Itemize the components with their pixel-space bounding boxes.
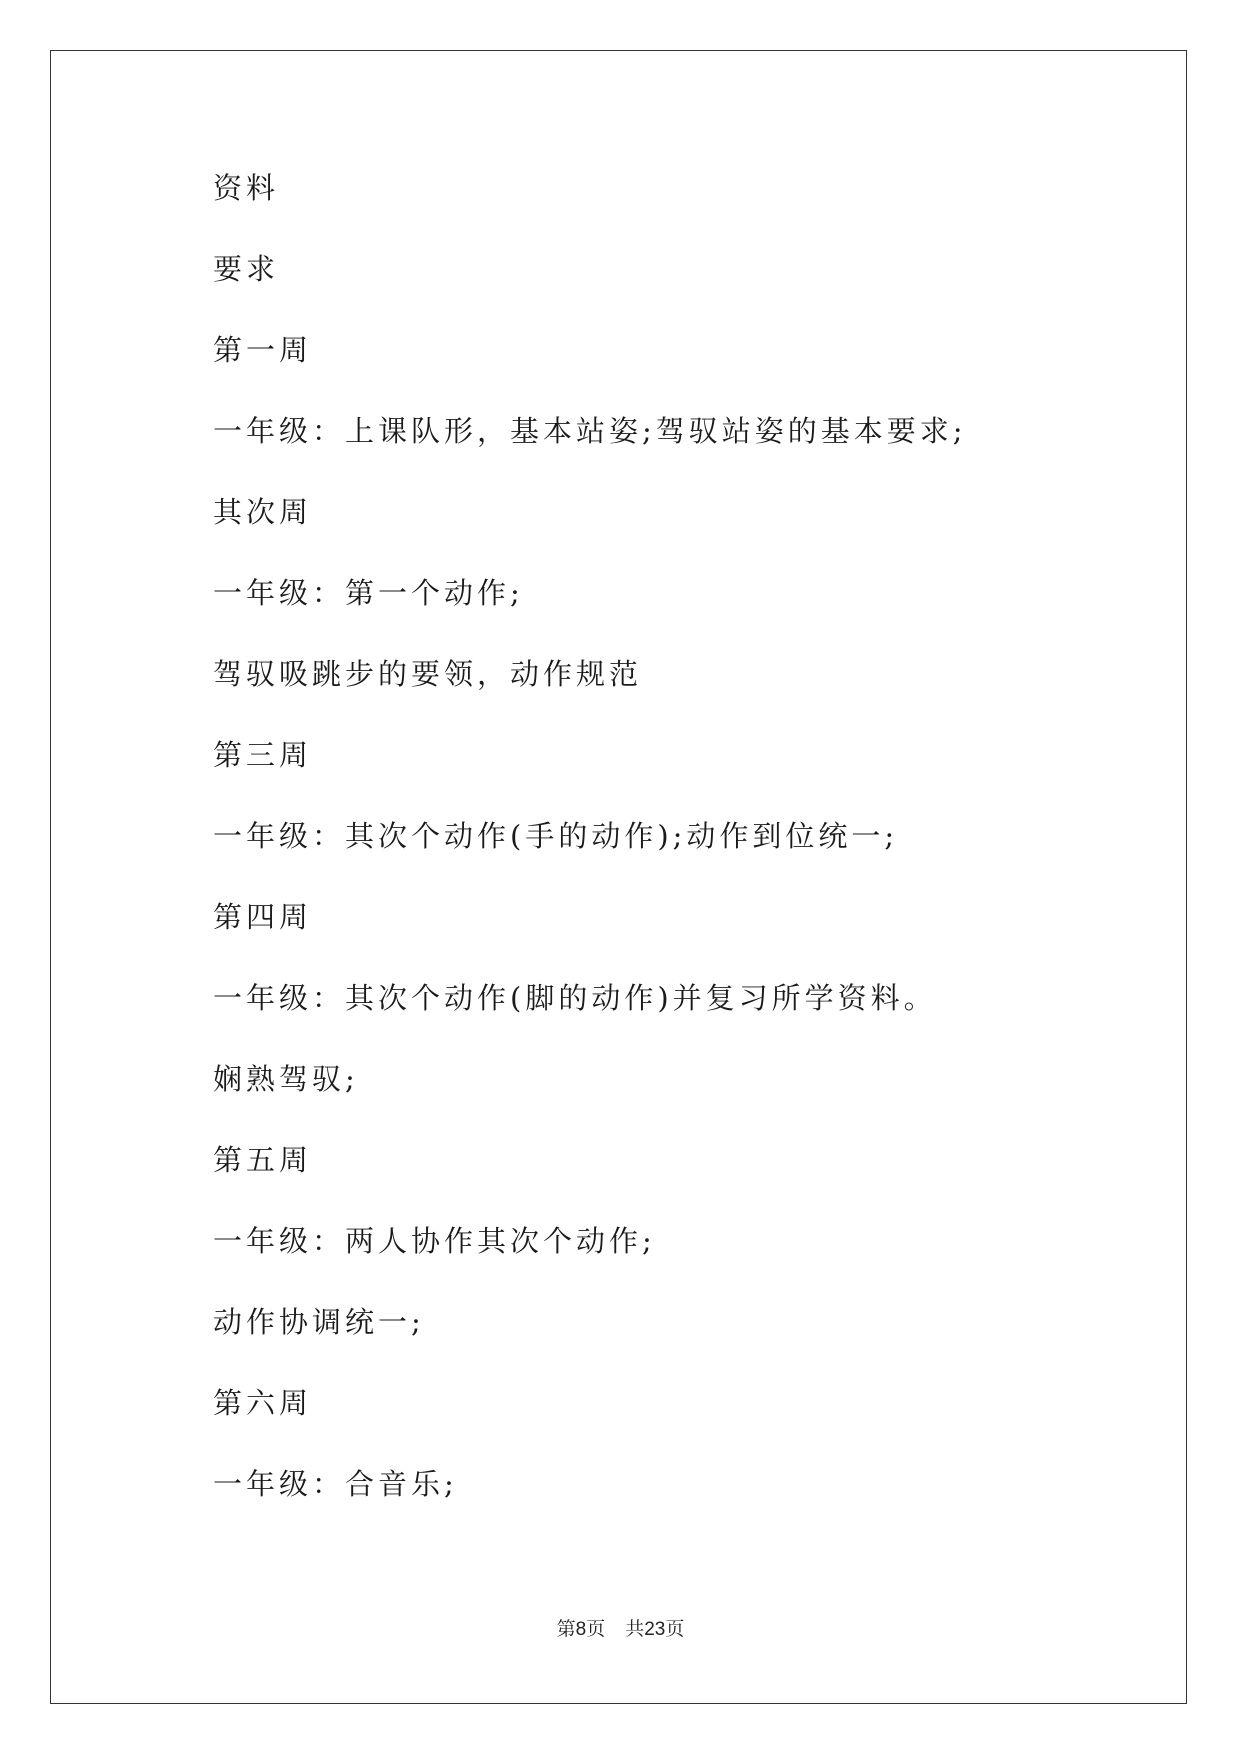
total-prefix: 共: [625, 1618, 645, 1640]
page-prefix: 第: [556, 1618, 576, 1640]
text-line: 资料: [213, 171, 280, 205]
text-line: 要求: [213, 252, 280, 286]
document-body: [213, 168, 1113, 1545]
text-line: 娴熟驾驭;: [213, 1062, 359, 1096]
page-suffix: 页: [586, 1618, 606, 1640]
week-heading: 第一周: [213, 333, 313, 367]
week-heading: 第四周: [213, 900, 313, 934]
week-heading: 第五周: [213, 1143, 313, 1177]
text-line: 一年级：其次个动作(脚的动作)并复习所学资料。: [213, 981, 937, 1015]
total-suffix: 页: [665, 1618, 685, 1640]
text-line: 一年级：合音乐;: [213, 1467, 458, 1501]
text-line: 一年级：两人协作其次个动作;: [213, 1224, 656, 1258]
text-line: 一年级：其次个动作(手的动作);动作到位统一;: [213, 819, 899, 853]
week-heading: 其次周: [213, 495, 313, 529]
page-footer: [0, 1616, 1241, 1643]
text-line: 一年级：第一个动作;: [213, 576, 524, 610]
text-line: 动作协调统一;: [213, 1305, 425, 1339]
week-heading: 第六周: [213, 1386, 313, 1420]
text-line: 驾驭吸跳步的要领，动作规范: [213, 657, 643, 691]
week-heading: 第三周: [213, 738, 313, 772]
text-line: 一年级：上课队形，基本站姿;驾驭站姿的基本要求;: [213, 414, 967, 448]
page-total: 23: [644, 1619, 666, 1640]
page-current: 8: [575, 1619, 587, 1640]
